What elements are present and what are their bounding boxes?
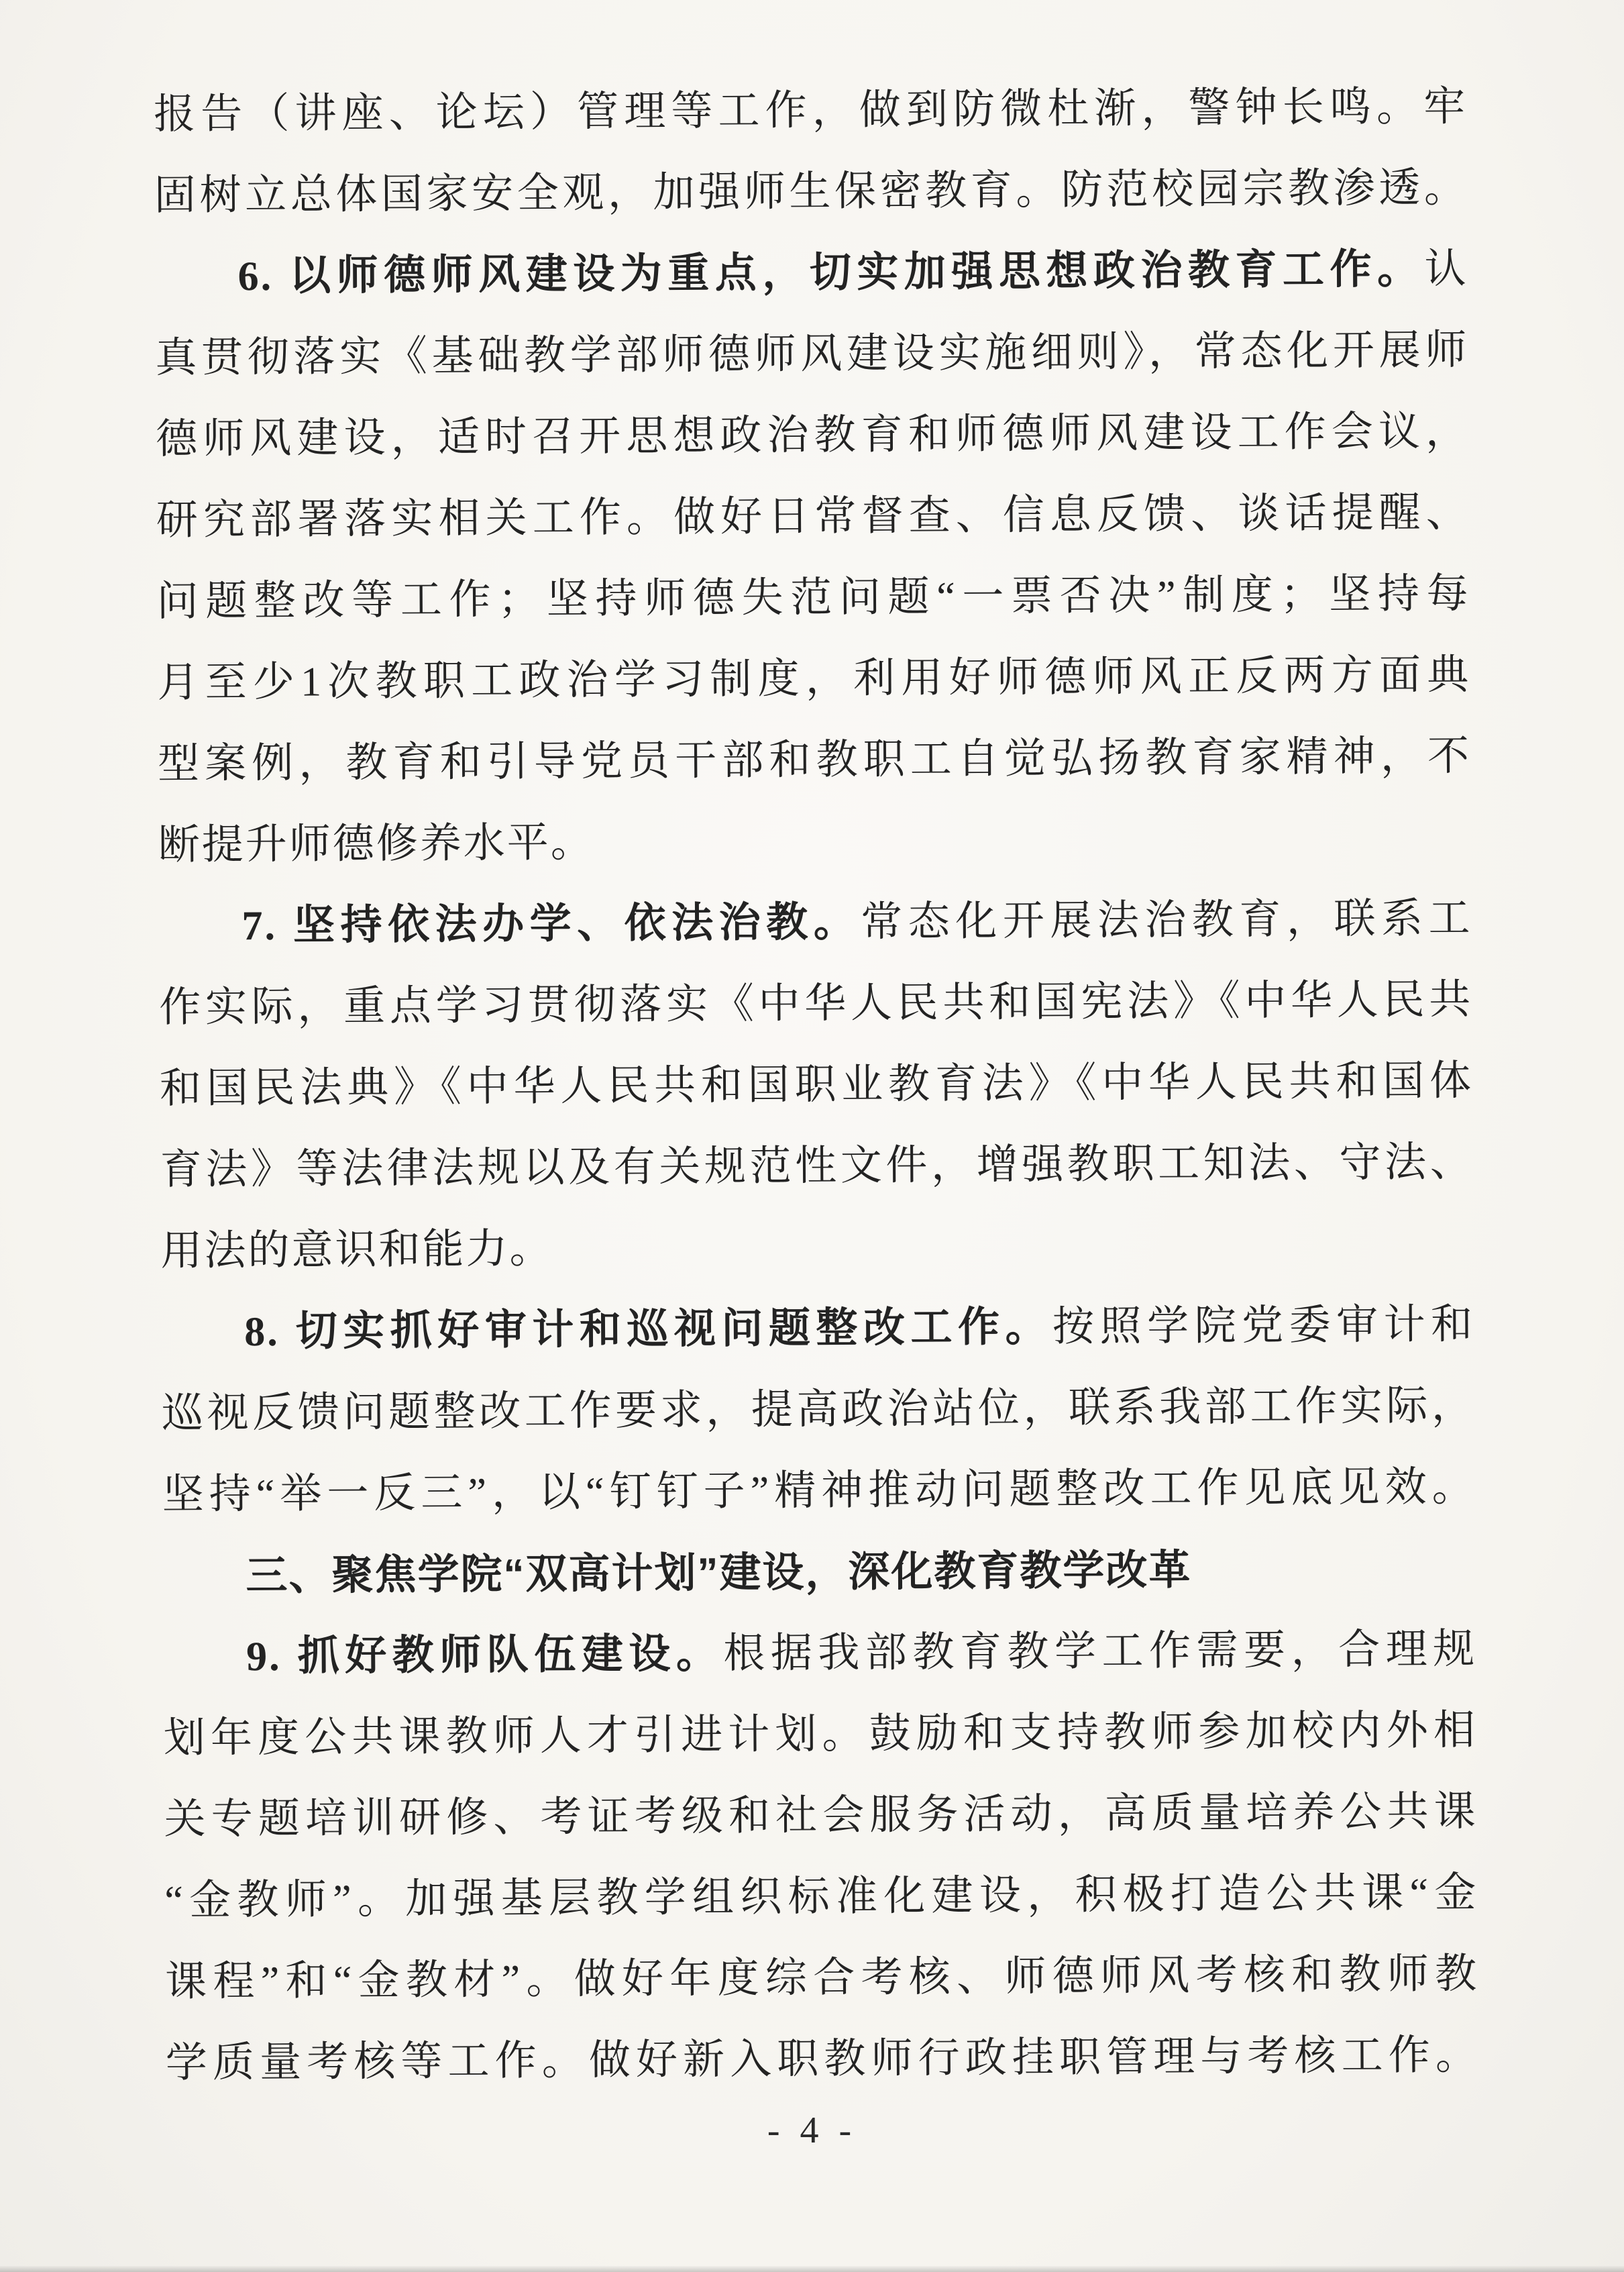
text-segment: 认 [1424, 246, 1468, 293]
text-segment: 断提升师德修养水平。 [158, 820, 595, 868]
text-segment: 用法的意识和能力。 [160, 1226, 553, 1274]
text-segment: 和国民法典》《中华人民共和国职业教育法》《中华人民共和国体 [159, 1058, 1474, 1112]
text-line [162, 1365, 1476, 1455]
text-line [154, 148, 1468, 237]
text-segment: “金教师”。加强基层教学组织标准化建设，积极打造公共课“金 [164, 1869, 1478, 1924]
text-line [158, 716, 1472, 805]
text-line [154, 229, 1468, 318]
text-line [166, 2015, 1480, 2104]
text-segment: 作实际，重点学习贯彻落实《中华人民共和国宪法》《中华人民共 [159, 977, 1473, 1031]
text-segment: 真贯彻落实《基础教学部师德师风建设实施细则》，常态化开展师 [155, 327, 1469, 381]
text-line [160, 1203, 1474, 1292]
text-line [159, 960, 1473, 1049]
text-line [163, 1609, 1477, 1698]
text-segment: 巡视反馈问题整改工作要求，提高政治站位，联系我部工作实际， [161, 1383, 1476, 1437]
section-header-line [162, 1528, 1476, 1617]
text-line [158, 878, 1472, 968]
text-line [165, 1934, 1479, 2023]
text-line [155, 310, 1469, 399]
text-segment: 研究部署落实相关工作。做好日常督查、信息反馈、谈话提醒、 [156, 490, 1470, 544]
text-segment: 根据我部教育教学工作需要，合理规 [723, 1626, 1477, 1677]
text-line [154, 66, 1468, 156]
text-segment: 德师风建设，适时召开思想政治教育和师德师风建设工作会议， [155, 409, 1470, 462]
text-segment: 问题整改等工作；坚持师德失范问题“一票否决”制度；坚持每 [156, 571, 1470, 625]
text-line [156, 391, 1470, 480]
text-segment: 月至少1次教职工政治学习制度，利用好师德师风正反两方面典 [157, 652, 1471, 706]
text-segment: 常态化开展法治教育，联系工 [861, 896, 1472, 945]
text-segment: 课程”和“金教材”。做好年度综合考核、师德师风考核和教师教 [164, 1951, 1479, 2005]
text-line [161, 1284, 1475, 1374]
document-lines [154, 66, 1479, 2104]
text-line [158, 797, 1472, 886]
text-segment: 育法》等法律法规以及有关规范性文件，增强教职工知法、守法、 [160, 1139, 1474, 1193]
text-segment: 关专题培训研修、考证考级和社会服务活动，高质量培养公共课 [164, 1789, 1478, 1843]
text-line [160, 1041, 1474, 1130]
text-segment: 划年度公共课教师人才引进计划。鼓励和支持教师参加校内外相 [163, 1708, 1478, 1761]
text-line [162, 1447, 1476, 1536]
text-segment: 坚持“举一反三”，以“钉钉子”精神推动问题整改工作见底见效。 [162, 1464, 1476, 1518]
text-segment: 9. 抓好教师队伍建设。 [246, 1631, 724, 1680]
text-segment: 报告（讲座、论坛）管理等工作，做到防微杜渐，警钟长鸣。牢 [153, 84, 1468, 138]
text-segment: 6. 以师德师风建设为重点，切实加强思想政治教育工作。 [237, 246, 1425, 300]
text-line [164, 1690, 1478, 1779]
text-segment: 学质量考核等工作。做好新入职教师行政挂职管理与考核工作。 [165, 2032, 1480, 2086]
text-segment: 按照学院党委审计和 [1052, 1302, 1475, 1350]
text-line [164, 1771, 1478, 1861]
text-line [164, 1853, 1478, 1942]
text-line [156, 554, 1470, 643]
text-segment: 8. 切实抓好审计和巡视问题整改工作。 [244, 1304, 1053, 1355]
page-number: - 4 - [767, 2110, 857, 2151]
text-segment: 7. 坚持依法办学、依法治教。 [241, 899, 861, 949]
text-line [160, 1122, 1474, 1211]
text-segment: 三、聚焦学院“双高计划”建设，深化教育教学改革 [246, 1547, 1192, 1600]
text-segment: 型案例，教育和引导党员干部和教职工自觉弘扬教育家精神，不 [157, 733, 1472, 787]
scan-edge-shadow [0, 2266, 1624, 2272]
text-segment: 固树立总体国家安全观，加强师生保密教育。防范校园宗教渗透。 [154, 165, 1468, 219]
text-line [156, 472, 1470, 562]
text-line [157, 635, 1471, 724]
